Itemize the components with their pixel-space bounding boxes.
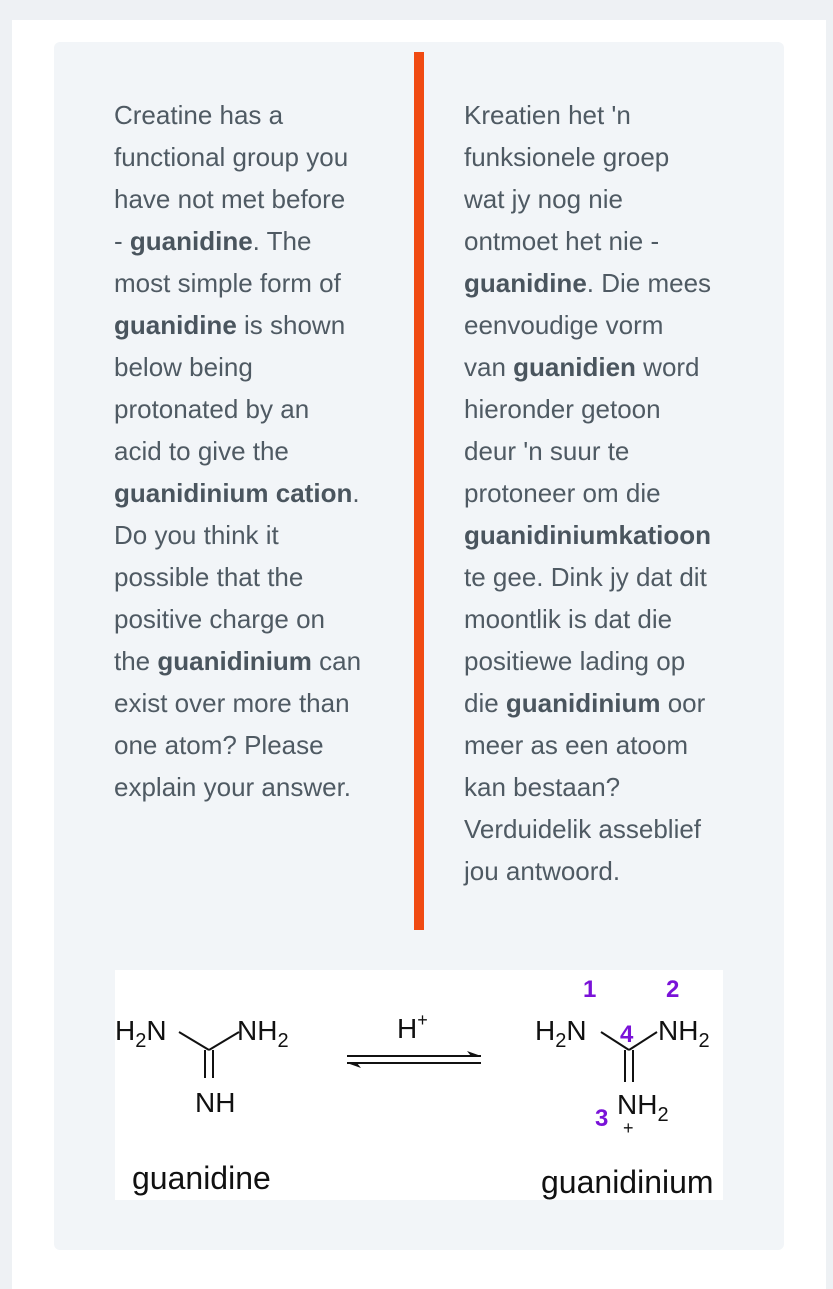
reactant-left-group: $H_2N$: [115, 1015, 167, 1052]
guanidinium-structure: [535, 976, 714, 1200]
guanidine-structure: [115, 1015, 289, 1196]
text-line: [114, 136, 384, 178]
text-run: moontlik is dat die: [464, 604, 673, 634]
bold-term: guanidien: [513, 352, 636, 382]
text-run: meer as een atoom: [464, 730, 689, 760]
text-run: hieronder getoon: [464, 394, 661, 424]
bond-left: [179, 1032, 209, 1050]
text-line: [114, 598, 384, 640]
text-run: exist over more than: [114, 688, 350, 718]
text-run: te gee. Dink jy dat dit: [464, 562, 707, 592]
equilibrium-arrow: [347, 1010, 481, 1068]
text-run: ontmoet het nie -: [464, 226, 660, 256]
text-line: [464, 472, 754, 514]
text-run: positiewe lading op: [464, 646, 686, 676]
atom-number-4: 4: [620, 1021, 634, 1048]
text-line: [464, 430, 754, 472]
text-run: funksionele groep: [464, 142, 670, 172]
text-line: [464, 262, 754, 304]
text-line: [114, 94, 384, 136]
reactant-bottom-group: NH: [195, 1087, 236, 1118]
text-line: [114, 220, 384, 262]
bold-term: guanidinium: [157, 646, 312, 676]
text-run: the: [114, 646, 158, 676]
bold-term: guanidiniumkatioon: [464, 520, 711, 550]
text-run: .: [352, 478, 360, 508]
text-line: [114, 472, 384, 514]
text-run: Do you think it: [114, 520, 279, 550]
bold-term: guanidine: [464, 268, 587, 298]
text-line: [464, 682, 754, 724]
text-line: [464, 808, 754, 850]
english-text: [114, 94, 384, 808]
text-line: [464, 220, 754, 262]
text-run: acid to give the: [114, 436, 289, 466]
text-run: protonated by an: [114, 394, 310, 424]
product-bottom-group: $NH_2$: [617, 1089, 669, 1126]
text-line: [464, 556, 754, 598]
text-line: [114, 346, 384, 388]
text-run: van: [464, 352, 514, 382]
text-run: . The: [252, 226, 312, 256]
atom-number-2: 2: [666, 976, 680, 1003]
text-run: positive charge on: [114, 604, 326, 634]
text-line: [464, 640, 754, 682]
text-line: [114, 262, 384, 304]
text-line: [464, 304, 754, 346]
content-card: [54, 42, 784, 1250]
afrikaans-text: [464, 94, 754, 892]
text-line: [114, 514, 384, 556]
text-line: [114, 766, 384, 808]
positive-charge: +: [623, 1118, 634, 1138]
bond-right: [209, 1032, 239, 1050]
text-run: Kreatien het 'n: [464, 100, 631, 130]
text-line: [114, 724, 384, 766]
text-line: [114, 388, 384, 430]
bold-term: guanidine: [129, 226, 253, 256]
text-line: [114, 178, 384, 220]
text-line: [464, 94, 754, 136]
text-run: Verduidelik asseblief: [464, 814, 702, 844]
text-line: [464, 346, 754, 388]
product-left-group: $H_2N$: [535, 1015, 587, 1052]
text-run: possible that the: [114, 562, 304, 592]
text-line: [464, 136, 754, 178]
text-run: protoneer om die: [464, 478, 661, 508]
reactant-right-group: $NH_2$: [237, 1015, 289, 1052]
page: [12, 20, 826, 1289]
bold-term: guanidinium cation: [114, 478, 353, 508]
text-run: oor: [660, 688, 706, 718]
text-run: most simple form of: [114, 268, 341, 298]
text-line: [114, 640, 384, 682]
text-run: jou antwoord.: [464, 856, 621, 886]
text-run: below being: [114, 352, 253, 382]
text-run: kan bestaan?: [464, 772, 621, 802]
divider-bar: [414, 52, 424, 930]
text-run: have not met before: [114, 184, 346, 214]
text-run: die: [464, 688, 506, 718]
text-line: [464, 388, 754, 430]
atom-number-1: 1: [583, 976, 597, 1003]
reaction-figure: [115, 970, 723, 1200]
text-line: [114, 430, 384, 472]
bold-term: guanidinium: [505, 688, 661, 718]
text-run: one atom? Please: [114, 730, 324, 760]
text-line: [114, 556, 384, 598]
text-run: -: [114, 226, 130, 256]
text-run: wat jy nog nie: [464, 184, 623, 214]
text-line: [114, 682, 384, 724]
text-line: [464, 724, 754, 766]
text-run: is shown: [236, 310, 346, 340]
product-name: guanidinium: [541, 1164, 714, 1200]
text-line: [464, 514, 754, 556]
text-run: functional group you: [114, 142, 349, 172]
text-line: [464, 178, 754, 220]
reactant-name: guanidine: [132, 1160, 271, 1196]
text-run: Creatine has a: [114, 100, 284, 130]
reagent-label: H+: [397, 1010, 428, 1044]
text-run: can: [311, 646, 362, 676]
text-line: [464, 850, 754, 892]
text-run: eenvoudige vorm: [464, 310, 664, 340]
text-run: explain your answer.: [114, 772, 352, 802]
text-run: deur 'n suur te: [464, 436, 630, 466]
text-run: . Die mees: [586, 268, 712, 298]
bold-term: guanidine: [114, 310, 237, 340]
text-line: [464, 598, 754, 640]
text-run: word: [635, 352, 700, 382]
product-right-group: $NH_2$: [658, 1015, 710, 1052]
text-line: [114, 304, 384, 346]
text-line: [464, 766, 754, 808]
atom-number-3: 3: [595, 1105, 609, 1132]
